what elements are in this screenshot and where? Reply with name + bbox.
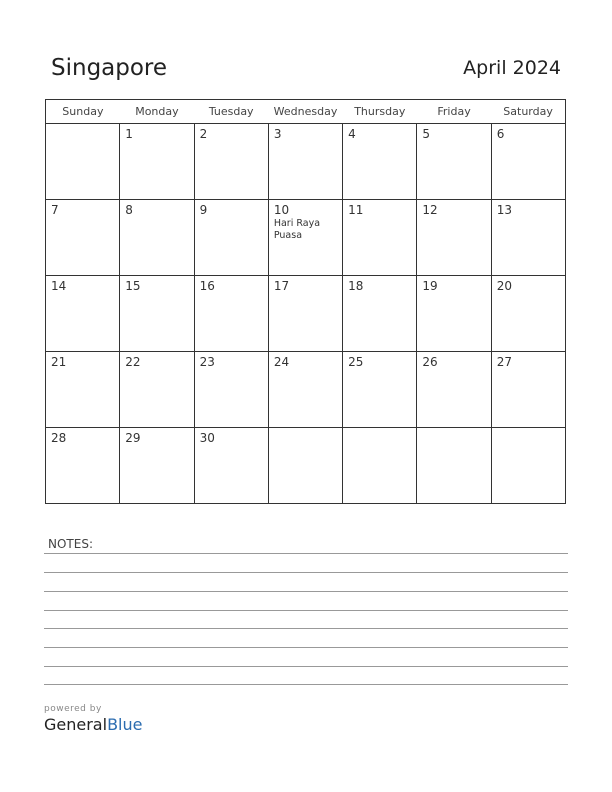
day-number: 13: [496, 203, 512, 217]
brand-name-general: General: [44, 715, 108, 734]
day-number: 14: [51, 279, 67, 293]
day-cell: [268, 428, 342, 504]
day-number: 5: [422, 127, 431, 141]
day-cell: [46, 428, 120, 504]
day-cell: [120, 352, 194, 428]
day-number: 1: [125, 127, 133, 141]
day-number: 30: [199, 431, 215, 445]
day-number: 8: [125, 203, 133, 217]
day-number: 6: [496, 127, 505, 141]
day-cell: [268, 200, 342, 276]
day-number: 21: [51, 355, 67, 369]
day-number: 12: [422, 203, 438, 217]
day-cell: [120, 124, 194, 200]
weekday-header: Wednesday: [268, 100, 342, 124]
day-number: 17: [273, 279, 290, 293]
day-number: 23: [199, 355, 215, 369]
day-number: 22: [125, 355, 141, 369]
day-number: 18: [348, 279, 364, 293]
holiday-label: Hari Raya Puasa: [273, 218, 321, 241]
calendar-grid: [45, 99, 566, 504]
week-row: [46, 124, 566, 200]
day-number: 3: [273, 127, 282, 141]
weekday-header: Tuesday: [194, 100, 268, 124]
day-number: 20: [496, 279, 512, 293]
day-cell: [120, 200, 194, 276]
day-number: 19: [422, 279, 438, 293]
day-cell: [46, 200, 120, 276]
calendar-month-title: April 2024: [463, 57, 561, 79]
brand-name: [44, 715, 142, 734]
day-number: 10: [273, 203, 290, 217]
day-cell: [491, 124, 565, 200]
day-cell: [491, 276, 565, 352]
day-cell: [194, 428, 268, 504]
day-number: 25: [348, 355, 364, 369]
day-cell: [194, 124, 268, 200]
note-line: [44, 666, 568, 667]
day-number: 16: [199, 279, 215, 293]
day-number: 2: [199, 127, 208, 141]
weekday-header: Friday: [417, 100, 491, 124]
note-line: [44, 572, 568, 573]
day-number: 11: [348, 203, 364, 217]
day-cell: [194, 352, 268, 428]
day-cell: [343, 276, 417, 352]
week-row: [46, 276, 566, 352]
powered-by-text: powered by: [44, 704, 102, 714]
weekday-header: Thursday: [343, 100, 417, 124]
day-cell: [417, 200, 491, 276]
weekday-header-row: [46, 100, 566, 124]
day-number: 9: [199, 203, 208, 217]
day-cell: [343, 200, 417, 276]
note-line: [44, 647, 568, 648]
day-number: 24: [273, 355, 290, 369]
weekday-header: Sunday: [46, 100, 120, 124]
day-cell: [268, 352, 342, 428]
day-cell: [491, 428, 565, 504]
day-cell: [120, 276, 194, 352]
week-row: [46, 352, 566, 428]
weekday-header: Saturday: [491, 100, 565, 124]
day-cell: [46, 276, 120, 352]
day-cell: [46, 352, 120, 428]
note-line: [44, 553, 568, 554]
day-number: 27: [496, 355, 512, 369]
day-cell: [417, 352, 491, 428]
week-row: [46, 200, 566, 276]
calendar-country-title: Singapore: [51, 55, 168, 81]
note-line: [44, 628, 568, 629]
note-line: [44, 610, 568, 611]
day-cell: [417, 276, 491, 352]
day-number: 4: [348, 127, 356, 141]
day-cell: [46, 124, 120, 200]
day-cell: [194, 200, 268, 276]
day-number: 15: [125, 279, 141, 293]
week-row: [46, 428, 566, 504]
weekday-header: Monday: [120, 100, 194, 124]
day-cell: [417, 428, 491, 504]
day-cell: [417, 124, 491, 200]
note-line: [44, 591, 568, 592]
day-cell: [491, 352, 565, 428]
day-cell: [343, 352, 417, 428]
day-cell: [491, 200, 565, 276]
notes-label: NOTES:: [48, 537, 93, 551]
day-cell: [194, 276, 268, 352]
day-cell: [120, 428, 194, 504]
day-cell: [343, 124, 417, 200]
day-cell: [268, 276, 342, 352]
brand-name-blue: Blue: [107, 715, 143, 734]
day-number: 29: [125, 431, 141, 445]
day-number: 7: [51, 203, 59, 217]
note-line: [44, 684, 568, 685]
day-cell: [268, 124, 342, 200]
brand-logo: [44, 704, 142, 734]
day-number: 26: [422, 355, 438, 369]
day-cell: [343, 428, 417, 504]
day-number: 28: [51, 431, 67, 445]
